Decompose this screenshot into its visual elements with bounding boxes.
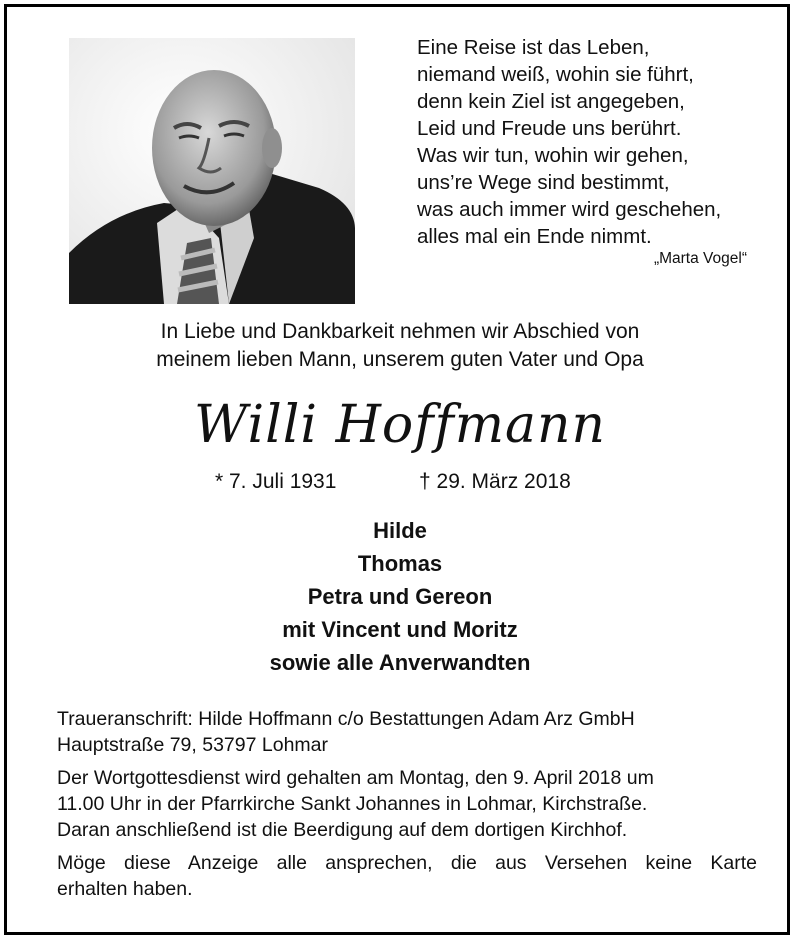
service-line: Der Wortgottesdienst wird gehalten am Montag, den 9. April 2018 um	[57, 767, 654, 789]
farewell-text	[0, 318, 800, 374]
notice-line: Möge diese Anzeige alle ansprechen, die aus Versehen keine Karte	[57, 852, 757, 874]
poem-line: Was wir tun, wohin wir gehen,	[417, 144, 689, 167]
poem-line: denn kein Ziel ist angegeben,	[417, 90, 685, 113]
service-line: Daran anschließend ist die Beerdigung auf dem dortigen Kirchhof.	[57, 819, 628, 841]
poem-line: niemand weiß, wohin sie führt,	[417, 63, 694, 86]
poem-line: uns’re Wege sind bestimmt,	[417, 171, 670, 194]
mourner-name: Thomas	[357, 551, 443, 576]
poem-line: Eine Reise ist das Leben,	[417, 36, 650, 59]
notice-text	[57, 850, 757, 902]
birth-date: * 7. Juli 1931	[215, 470, 337, 493]
poem-author: „Marta Vogel“	[653, 250, 747, 267]
mourner-name: Petra und Gereon	[307, 584, 493, 609]
poem-line: was auch immer wird geschehen,	[417, 198, 722, 221]
notice-line: erhalten haben.	[57, 878, 193, 900]
mourner-name: sowie alle Anverwandten	[269, 650, 531, 675]
deceased-name: Willi Hoffmann	[193, 395, 607, 455]
poem-line: Leid und Freude uns berührt.	[417, 117, 682, 140]
portrait-photo	[69, 38, 355, 304]
service-info	[57, 765, 757, 843]
address-line: Hauptstraße 79, 53797 Lohmar	[57, 734, 329, 756]
service-line: 11.00 Uhr in der Pfarrkirche Sankt Johannes in Lohmar, Kirchstraße.	[57, 793, 648, 815]
poem-line: alles mal ein Ende nimmt.	[417, 225, 652, 248]
mourning-address	[57, 706, 757, 758]
farewell-line: meinem lieben Mann, unserem guten Vater und Opa	[156, 348, 644, 371]
poem	[417, 34, 757, 250]
address-line: Traueranschrift: Hilde Hoffmann c/o Bestattungen Adam Arz GmbH	[57, 708, 635, 730]
mourner-name: mit Vincent und Moritz	[282, 617, 518, 642]
death-date: † 29. März 2018	[419, 470, 571, 493]
mourners-list	[0, 514, 800, 679]
farewell-line: In Liebe und Dankbarkeit nehmen wir Abschied von	[160, 320, 640, 343]
mourner-name: Hilde	[373, 518, 427, 543]
footer-info	[57, 706, 757, 909]
